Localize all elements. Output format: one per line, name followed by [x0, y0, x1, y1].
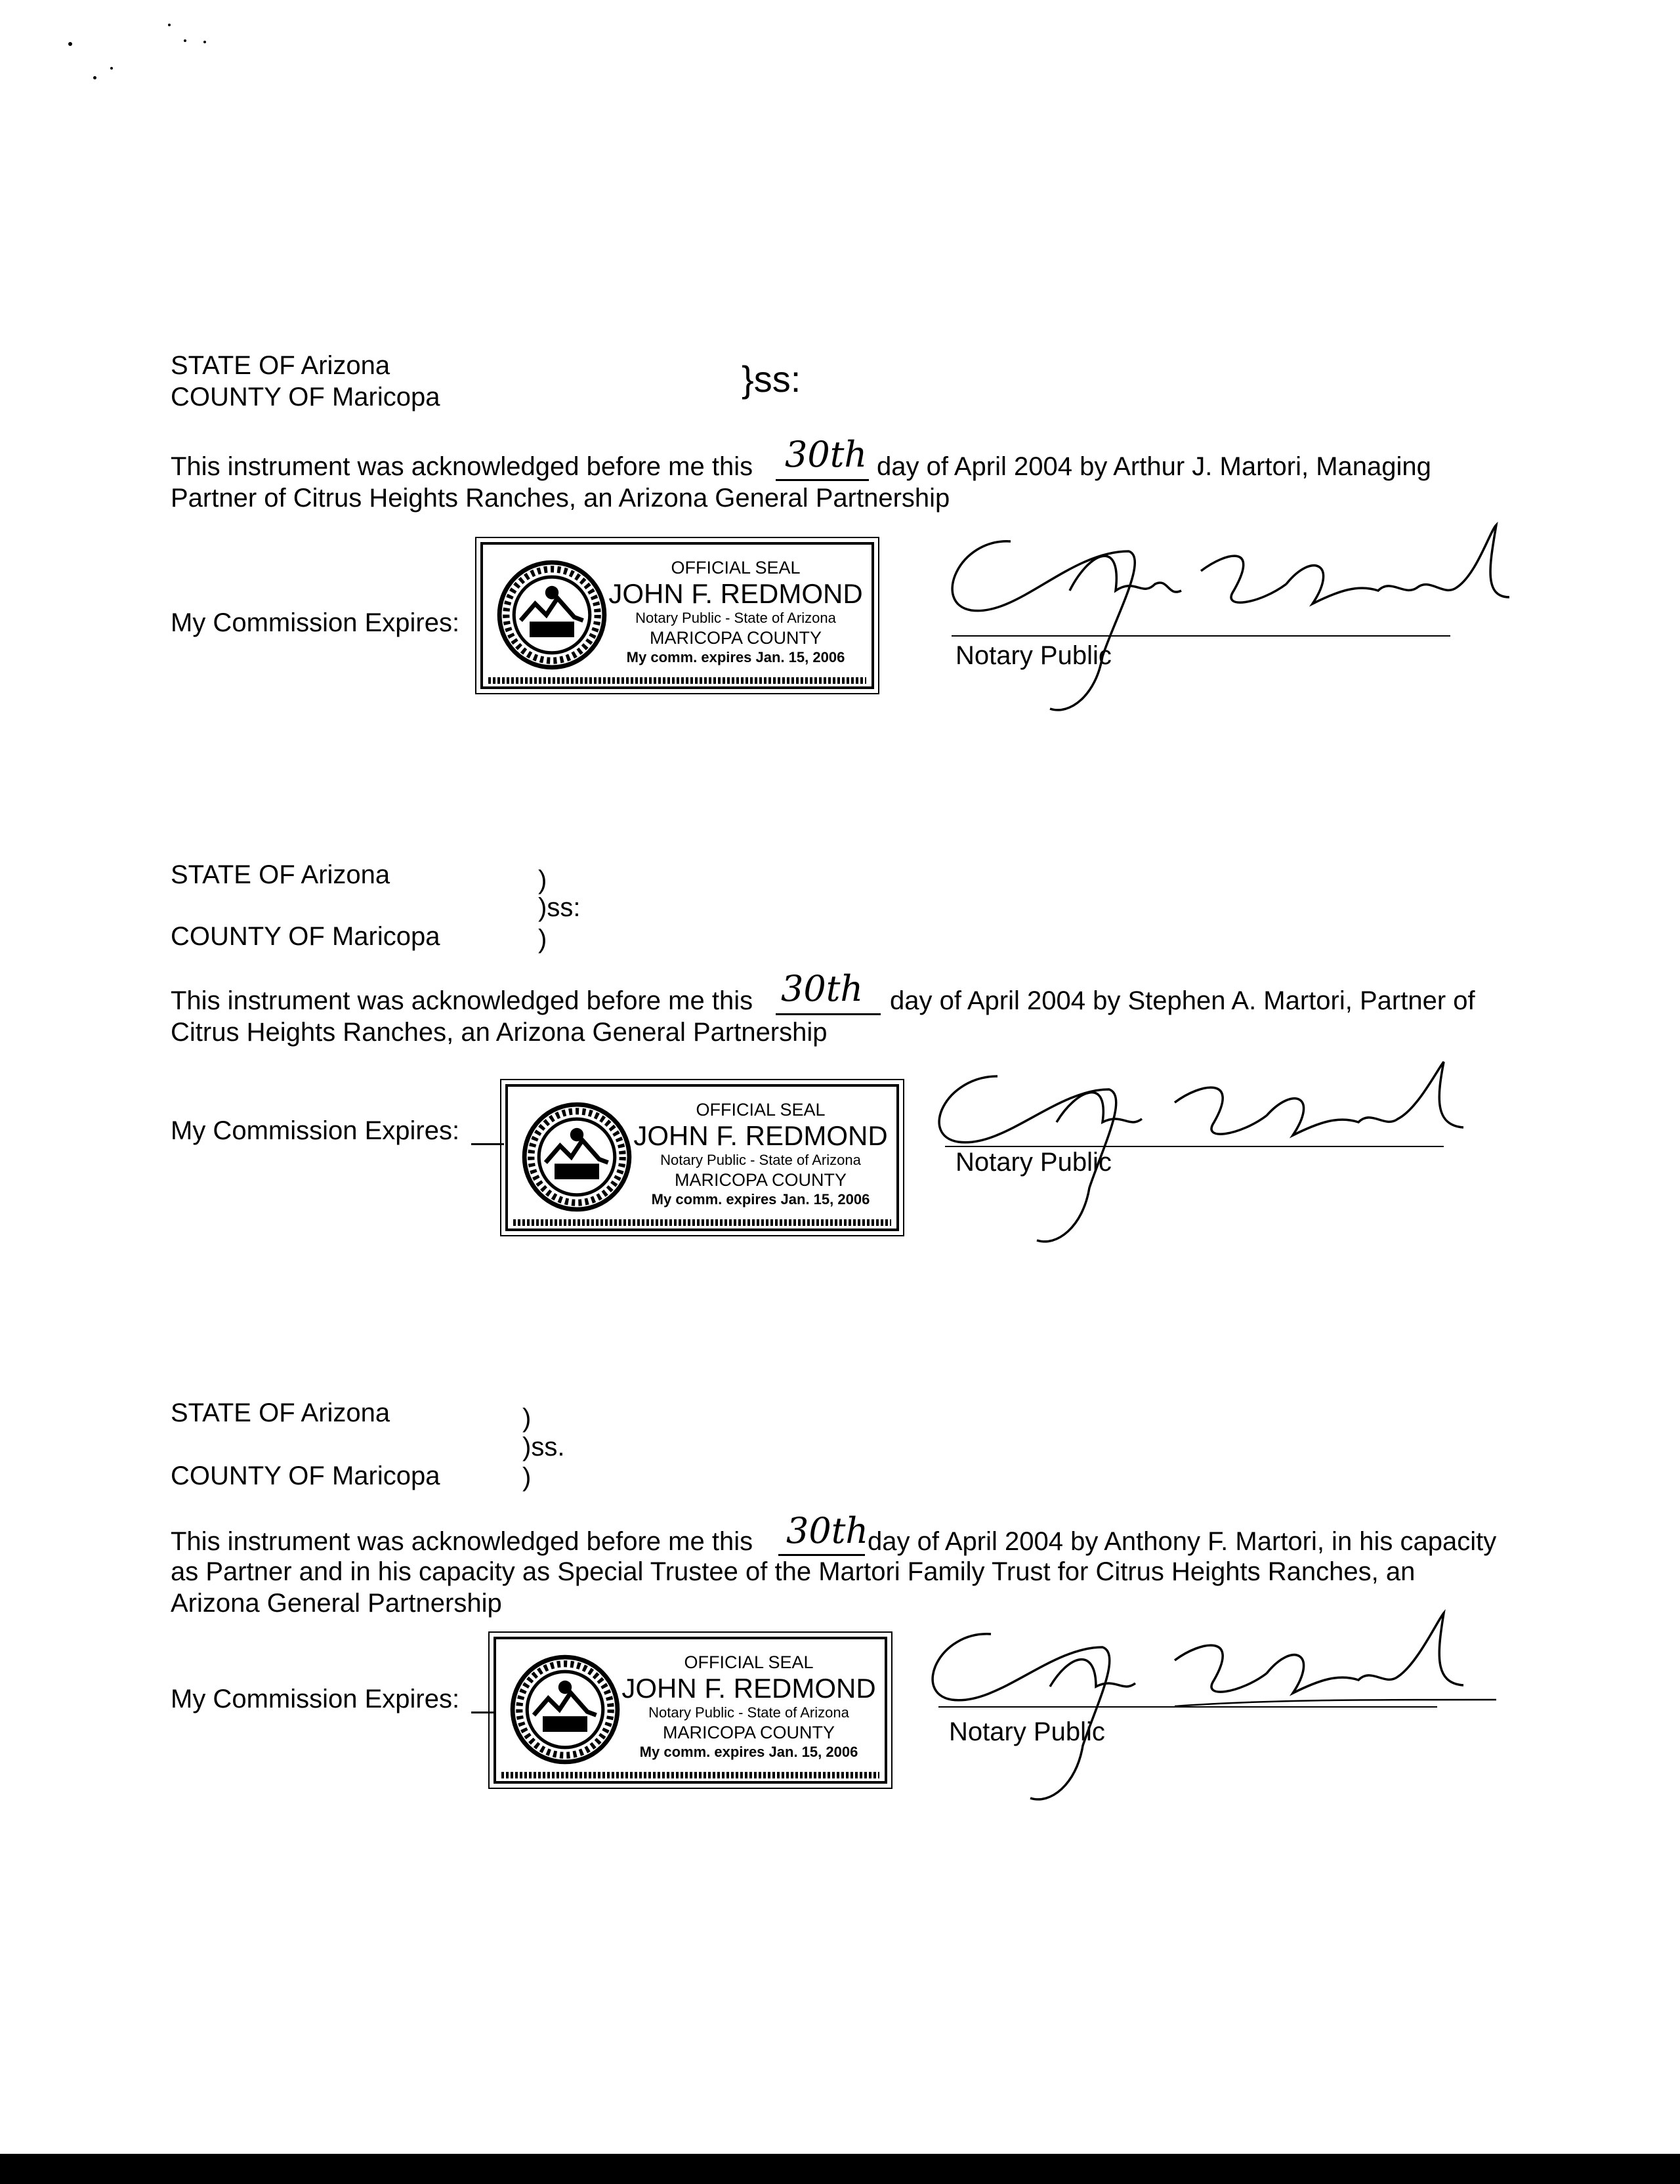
arizona-state-seal-icon	[521, 1101, 633, 1213]
arizona-state-seal-icon	[509, 1654, 621, 1765]
paren-bottom: )	[522, 1463, 532, 1492]
commission-blank-line	[471, 1712, 496, 1713]
stamp-border-hatch	[513, 1219, 891, 1226]
paren-bottom: )	[538, 925, 547, 954]
commission-expires-label: My Commission Expires:	[171, 1116, 460, 1145]
stamp-expiration: My comm. expires Jan. 15, 2006	[639, 1744, 858, 1760]
ss-marker: )ss:	[538, 893, 581, 922]
notary-public-label: Notary Public	[949, 1717, 1105, 1746]
official-seal-stamp	[505, 1084, 899, 1231]
official-seal-stamp	[480, 542, 874, 689]
ack-text-line2: Partner of Citrus Heights Ranches, an Arizona General Partnership	[171, 484, 950, 513]
stamp-notary-state: Notary Public - State of Arizona	[660, 1152, 861, 1168]
scan-speck	[110, 67, 113, 70]
stamp-notary-name: JOHN F. REDMOND	[608, 578, 863, 609]
ack-text-line2: Citrus Heights Ranches, an Arizona General Partnership	[171, 1018, 828, 1047]
county-line: COUNTY OF Maricopa	[171, 1461, 440, 1490]
scan-speck	[184, 39, 186, 42]
ss-brace: }ss:	[742, 358, 801, 400]
stamp-county: MARICOPA COUNTY	[674, 1170, 847, 1190]
handwritten-day: 30th	[785, 434, 868, 475]
stamp-official-seal: OFFICIAL SEAL	[671, 558, 801, 578]
ack-text-suffix: day of April 2004 by Anthony F. Martori, in his capacity	[868, 1527, 1497, 1556]
stamp-expiration: My comm. expires Jan. 15, 2006	[626, 649, 845, 665]
notary-public-label: Notary Public	[956, 1148, 1112, 1177]
official-seal-stamp	[494, 1637, 887, 1784]
stamp-notary-state: Notary Public - State of Arizona	[648, 1704, 849, 1721]
county-line: COUNTY OF Maricopa	[171, 383, 440, 411]
state-line: STATE OF Arizona	[171, 860, 390, 889]
commission-blank-line	[471, 1143, 504, 1145]
signature-line	[938, 1706, 1437, 1708]
paren-top: )	[538, 866, 547, 894]
stamp-notary-name: JOHN F. REDMOND	[621, 1673, 876, 1704]
ss-marker: )ss.	[522, 1433, 565, 1461]
ack-text-line3: Arizona General Partnership	[171, 1589, 502, 1618]
ack-text-line2: as Partner and in his capacity as Special Trustee of the Martori Family Trust for Citrus Heights Ranches, an	[171, 1557, 1416, 1586]
day-blank-line	[776, 1013, 881, 1015]
scan-speck	[168, 24, 171, 26]
day-blank-line	[778, 1554, 865, 1556]
state-line: STATE OF Arizona	[171, 1398, 390, 1427]
stamp-text	[606, 556, 865, 667]
commission-expires-label: My Commission Expires:	[171, 1685, 460, 1713]
day-blank-line	[776, 479, 869, 481]
stamp-text	[631, 1099, 890, 1209]
arizona-state-seal-icon	[496, 559, 608, 671]
ack-text-suffix: day of April 2004 by Stephen A. Martori, Partner of	[890, 986, 1475, 1015]
stamp-border-hatch	[501, 1772, 879, 1778]
stamp-notary-name: JOHN F. REDMOND	[633, 1120, 888, 1151]
stamp-county: MARICOPA COUNTY	[649, 628, 822, 648]
stamp-official-seal: OFFICIAL SEAL	[684, 1652, 814, 1672]
ack-text-prefix: This instrument was acknowledged before me this	[171, 1527, 753, 1556]
stamp-notary-state: Notary Public - State of Arizona	[635, 610, 836, 626]
stamp-text	[620, 1651, 878, 1761]
handwritten-day: 30th	[781, 968, 864, 1009]
county-line: COUNTY OF Maricopa	[171, 922, 440, 951]
scan-speck	[93, 76, 96, 79]
scan-bottom-edge	[0, 2154, 1680, 2184]
stamp-border-hatch	[488, 677, 866, 684]
handwritten-day: 30th	[786, 1510, 869, 1551]
ack-text-prefix: This instrument was acknowledged before me this	[171, 986, 753, 1015]
paren-top: )	[522, 1404, 532, 1433]
scan-speck	[203, 41, 206, 43]
ack-text-prefix: This instrument was acknowledged before me this	[171, 452, 753, 481]
notary-signature	[919, 512, 1549, 722]
state-line: STATE OF Arizona	[171, 351, 390, 380]
ack-text-suffix: day of April 2004 by Arthur J. Martori, Managing	[877, 452, 1431, 481]
commission-expires-label: My Commission Expires:	[171, 608, 460, 637]
notary-public-label: Notary Public	[956, 641, 1112, 670]
stamp-expiration: My comm. expires Jan. 15, 2006	[651, 1191, 870, 1208]
stamp-county: MARICOPA COUNTY	[662, 1723, 835, 1742]
stamp-official-seal: OFFICIAL SEAL	[696, 1100, 826, 1120]
scan-speck	[68, 42, 72, 46]
signature-line	[952, 635, 1450, 637]
